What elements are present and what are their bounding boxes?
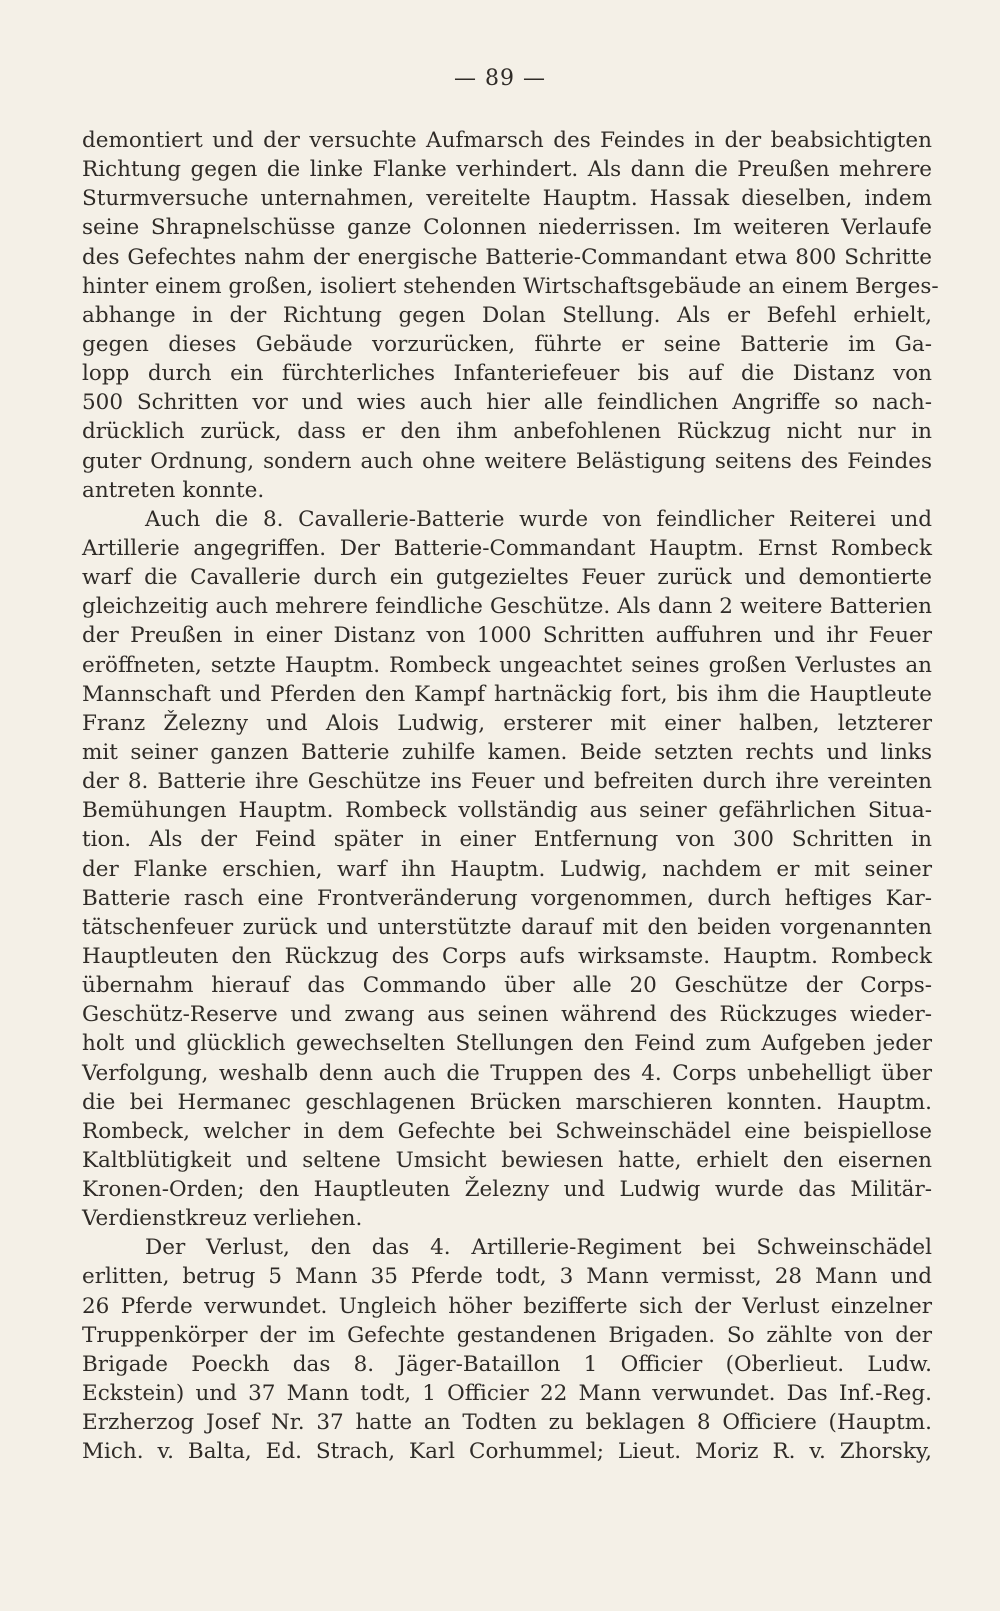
text-line: demontiert und der versuchte Aufmarsch des Feindes in der beabsichtigten: [82, 128, 932, 153]
text-line: drücklich zurück, dass er den ihm anbefohlenen Rückzug nicht nur in: [82, 419, 932, 445]
text-line: der Preußen in einer Distanz von 1000 Schritten auffuhren und ihr Feuer: [82, 623, 932, 649]
text-line: lopp durch ein fürchterliches Infanteriefeuer bis auf die Distanz von: [82, 361, 932, 387]
text-line: 26 Pferde verwundet. Ungleich höher bezifferte sich der Verlust einzelner: [82, 1293, 932, 1319]
text-line: der 8. Batterie ihre Geschütze ins Feuer und befreiten durch ihre vereinten: [82, 769, 932, 795]
text-line: holt und glücklich gewechselten Stellungen den Feind zum Aufgeben jeder: [82, 1031, 932, 1057]
text-line: Kaltblütigkeit und seltene Umsicht bewiesen hatte, erhielt den eisernen: [82, 1147, 932, 1173]
text-line: hinter einem großen, isoliert stehenden Wirtschaftsgebäude an einem Berges-: [82, 273, 939, 299]
text-line: 500 Schritten vor und wies auch hier alle feindlichen Angriffe so nach-: [82, 390, 932, 416]
text-line: Der Verlust, den das 4. Artillerie-Regiment bei Schweinschädel: [145, 1235, 932, 1261]
text-line: Brigade Poeckh das 8. Jäger-Bataillon 1 Officier (Oberlieut. Ludw.: [82, 1351, 932, 1377]
text-line: Hauptleuten den Rückzug des Corps aufs wirksamste. Hauptm. Rombeck: [82, 943, 932, 969]
text-line: tätschenfeuer zurück und unterstützte darauf mit den beiden vorgenannten: [82, 914, 932, 940]
text-line: Auch die 8. Cavallerie-Batterie wurde von feindlicher Reiterei und: [145, 506, 932, 532]
text-line: gleichzeitig auch mehrere feindliche Geschütze. Als dann 2 weitere Batterien: [82, 594, 932, 620]
text-line: tion. Als der Feind später in einer Entfernung von 300 Schritten in: [82, 827, 932, 853]
text-line: Verfolgung, weshalb denn auch die Truppen des 4. Corps unbehelligt über: [82, 1060, 932, 1086]
text-line: Geschütz-Reserve und zwang aus seinen während des Rückzuges wieder-: [82, 1002, 932, 1028]
text-line: mit seiner ganzen Batterie zuhilfe kamen. Beide setzten rechts und links: [82, 739, 932, 765]
page-number: — 89 —: [454, 66, 546, 91]
text-line: der Flanke erschien, warf ihn Hauptm. Ludwig, nachdem er mit seiner: [82, 856, 932, 882]
text-line: Truppenkörper der im Gefechte gestandenen Brigaden. So zählte von der: [82, 1322, 932, 1348]
text-line: eröffneten, setzte Hauptm. Rombeck ungeachtet seines großen Verlustes an: [82, 652, 932, 678]
text-line: Franz Železny und Alois Ludwig, ersterer mit einer halben, letzterer: [82, 710, 932, 736]
text-line: seine Shrapnelschüsse ganze Colonnen niederrissen. Im weiteren Verlaufe: [82, 215, 932, 241]
text-line: Batterie rasch eine Frontveränderung vorgenommen, durch heftiges Kar-: [82, 885, 932, 911]
text-line: Rombeck, welcher in dem Gefechte bei Schweinschädel eine beispiellose: [82, 1118, 932, 1144]
text-line: Mich. v. Balta, Ed. Strach, Karl Corhummel; Lieut. Moriz R. v. Zhorsky,: [82, 1439, 932, 1465]
text-line: Verdienstkreuz verliehen.: [82, 1206, 363, 1232]
text-line: die bei Hermanec geschlagenen Brücken marschieren konnten. Hauptm.: [82, 1089, 932, 1115]
text-line: erlitten, betrug 5 Mann 35 Pferde todt, 3 Mann vermisst, 28 Mann und: [82, 1264, 932, 1290]
text-line: des Gefechtes nahm der energische Batterie-Commandant etwa 800 Schritte: [82, 244, 932, 270]
text-line: Erzherzog Josef Nr. 37 hatte an Todten zu beklagen 8 Officiere (Hauptm.: [82, 1410, 932, 1436]
text-line: Eckstein) und 37 Mann todt, 1 Officier 22 Mann verwundet. Das Inf.-Reg.: [82, 1381, 932, 1407]
body-text: [82, 126, 939, 1466]
text-line: abhange in der Richtung gegen Dolan Stellung. Als er Befehl erhielt,: [82, 302, 932, 328]
text-line: Richtung gegen die linke Flanke verhindert. Als dann die Preußen mehrere: [82, 157, 932, 183]
text-line: Sturmversuche unternahmen, vereitelte Hauptm. Hassak dieselben, indem: [82, 186, 932, 212]
text-line: gegen dieses Gebäude vorzurücken, führte er seine Batterie im Ga-: [82, 331, 932, 357]
text-line: warf die Cavallerie durch ein gutgezieltes Feuer zurück und demontierte: [82, 565, 932, 591]
text-line: Mannschaft und Pferden den Kampf hartnäckig fort, bis ihm die Hauptleute: [82, 681, 932, 707]
text-line: übernahm hierauf das Commando über alle 20 Geschütze der Corps-: [82, 973, 932, 999]
text-line: Bemühungen Hauptm. Rombeck vollständig aus seiner gefährlichen Situa-: [82, 798, 932, 824]
text-line: Artillerie angegriffen. Der Batterie-Commandant Hauptm. Ernst Rombeck: [82, 535, 932, 561]
text-line: guter Ordnung, sondern auch ohne weitere Belästigung seitens des Feindes: [82, 448, 932, 474]
text-line: antreten konnte.: [82, 477, 265, 503]
text-line: Kronen-Orden; den Hauptleuten Železny und Ludwig wurde das Militär-: [82, 1177, 932, 1203]
